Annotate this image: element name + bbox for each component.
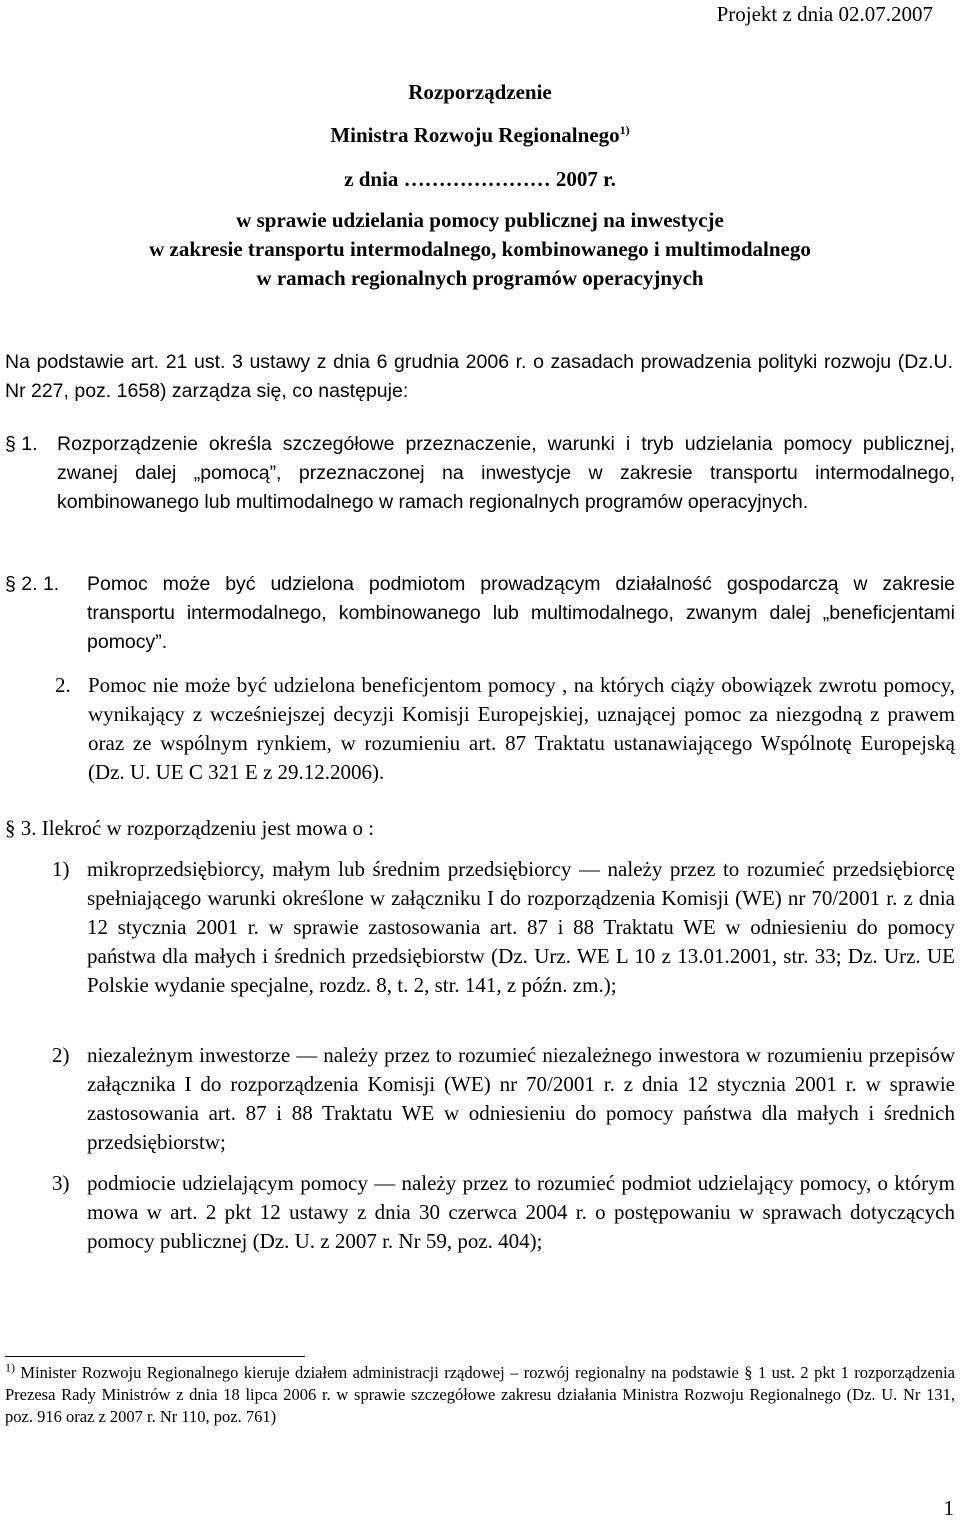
section-2-paragraph-1: Pomoc może być udzielona podmiotom prowadzącym działalność gospodarczą w zakresie transportu intermodalnego, kombinowanego lub multimodalnego, zwanym dalej „beneficjentami pomocy”. bbox=[87, 573, 955, 653]
section-2-paragraph-2-marker: 2. bbox=[55, 673, 71, 697]
issuing-authority bbox=[0, 121, 960, 150]
issuing-authority-text: Ministra Rozwoju Regionalnego bbox=[330, 123, 620, 147]
footnote-text: Minister Rozwoju Regionalnego kieruje działem administracji rządowej – rozwój regionalny na podstawie § 1 ust. 2 pkt 1 rozporządzenia Prezesa Rady Ministrów z dnia 18 lipca 2006 r. w sprawie szczegółowe zakresu działania Ministra Rozwoju Regionalnego (Dz. U. Nr 131, poz. 916 oraz z 2007 r. Nr 110, poz. 761) bbox=[5, 1363, 956, 1426]
definition-number: 2) bbox=[52, 1043, 70, 1067]
definition-number: 1) bbox=[52, 857, 70, 881]
definition-text: mikroprzedsiębiorcy, małym lub średnim przedsiębiorcy — należy przez to rozumieć przedsiębiorcę spełniającego warunki określone w załączniku I do rozporządzenia Komisji (WE) nr 70/2001 r. z dnia 12 stycznia 2001 r. w sprawie zastosowania art. 87 i 88 Traktatu WE w odniesieniu do pomocy państwa dla małych i średnich przedsiębiorstw (Dz. Urz. WE L 10 z 13.01.2001, str. 33; Dz. Urz. UE Polskie wydanie specjalne, rozdz. 8, t. 2, str. 141, z późn. zm.); bbox=[87, 857, 955, 997]
document-title: Rozporządzenie bbox=[408, 80, 552, 104]
definition-item bbox=[52, 855, 955, 1000]
section-3-intro: Ilekroć w rozporządzeniu jest mowa o : bbox=[41, 816, 375, 840]
section-2 bbox=[5, 570, 955, 657]
footnote-separator bbox=[5, 1356, 305, 1357]
subject-line: w zakresie transportu intermodalnego, kombinowanego i multimodalnego bbox=[149, 237, 811, 261]
definition-text: podmiocie udzielającym pomocy — należy przez to rozumieć podmiot udzielający pomocy, o którym mowa w art. 2 pkt 12 ustawy z dnia 30 czerwca 2004 r. o postępowaniu w sprawach dotyczących pomocy publicznej (Dz. U. z 2007 r. Nr 59, poz. 404); bbox=[87, 1171, 955, 1253]
section-1-text: Rozporządzenie określa szczegółowe przeznaczenie, warunki i tryb udzielania pomocy publicznej, zwanej dalej „pomocą”, przeznaczonej na inwestycje w zakresie transportu intermodalnego, kombinowanego lub multimodalnego w ramach regionalnych programów operacyjnych. bbox=[57, 433, 955, 513]
section-1-marker: § 1. bbox=[5, 433, 38, 455]
subject-line: w ramach regionalnych programów operacyjnych bbox=[256, 266, 704, 290]
draft-date-label: Projekt z dnia 02.07.2007 bbox=[716, 2, 933, 26]
definition-text: niezależnym inwestorze — należy przez to rozumieć niezależnego inwestora w rozumieniu przepisów załącznika I do rozporządzenia Komisji (WE) nr 70/2001 r. z dnia 12 stycznia 2001 r. w sprawie zastosowania art. 87 i 88 Traktatu WE w odniesieniu do pomocy państwa dla małych i średnich przedsiębiorstw; bbox=[87, 1043, 955, 1154]
page-number: 1 bbox=[943, 1496, 954, 1520]
footnote-marker: 1) bbox=[5, 1360, 15, 1375]
section-2-paragraph-2-block bbox=[55, 671, 955, 787]
section-2-marker: § 2. 1. bbox=[5, 573, 60, 595]
section-3-intro-block bbox=[5, 814, 955, 843]
footnote-ref: 1) bbox=[619, 123, 630, 137]
document-date: z dnia ………………… 2007 r. bbox=[344, 167, 616, 191]
footnote bbox=[5, 1362, 955, 1428]
section-3-marker: § 3. bbox=[5, 816, 37, 840]
subject-line: w sprawie udzielania pomocy publicznej na inwestycje bbox=[236, 208, 724, 232]
section-2-paragraph-2: Pomoc nie może być udzielona beneficjentom pomocy , na których ciąży obowiązek zwrotu pomocy, wynikający z wcześniejszej decyzji Komisji Europejskiej, uznającej pomoc za niezgodną z prawem oraz ze wspólnym rynkiem, w rozumieniu art. 87 Traktatu ustanawiającego Wspólnotę Europejską (Dz. U. UE C 321 E z 29.12.2006). bbox=[88, 673, 955, 784]
document-subject bbox=[0, 206, 960, 293]
definition-number: 3) bbox=[52, 1171, 70, 1195]
preamble: Na podstawie art. 21 ust. 3 ustawy z dnia 6 grudnia 2006 r. o zasadach prowadzenia polityki rozwoju (Dz.U. Nr 227, poz. 1658) zarządza się, co następuje: bbox=[5, 351, 953, 402]
section-1 bbox=[5, 430, 955, 517]
definition-item bbox=[52, 1169, 955, 1256]
definition-item bbox=[52, 1041, 955, 1157]
